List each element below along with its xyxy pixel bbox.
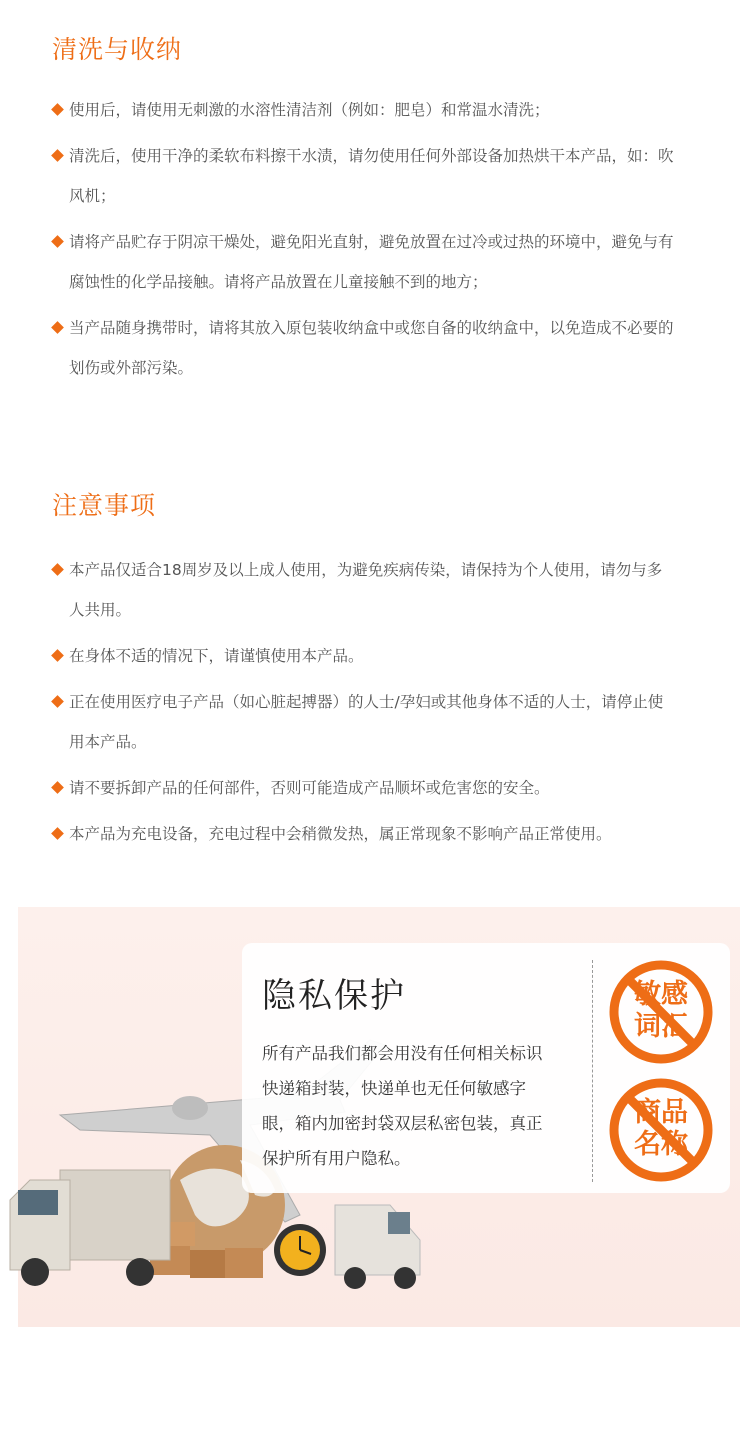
list-item: 清洗后，使用干净的柔软布料擦干水渍，请勿使用任何外部设备加热烘干本产品，如：吹风机； <box>52 136 677 216</box>
divider <box>592 960 593 1182</box>
list-item: 在身体不适的情况下，请谨慎使用本产品。 <box>52 636 677 676</box>
privacy-title: 隐私保护 <box>262 976 406 1016</box>
truck-icon <box>10 1170 170 1286</box>
list-item: 正在使用医疗电子产品（如心脏起搏器）的人士/孕妇或其他身体不适的人士，请停止使用本产品。 <box>52 682 677 762</box>
list-item: 使用后，请使用无刺激的水溶性清洁剂（例如：肥皂）和常温水清洗； <box>52 90 677 130</box>
diamond-bullet-icon <box>51 827 64 840</box>
notice-title: 注意事项 <box>52 491 157 520</box>
list-item: 请不要拆卸产品的任何部件，否则可能造成产品顺坏或危害您的安全。 <box>52 768 677 808</box>
prohibited-icon <box>607 958 715 1066</box>
van-icon <box>335 1205 420 1289</box>
stopwatch-icon <box>274 1224 326 1276</box>
diamond-bullet-icon <box>51 695 64 708</box>
diamond-bullet-icon <box>51 781 64 794</box>
sensitive-words-badge: 敏感 词汇 <box>607 958 715 1066</box>
diamond-bullet-icon <box>51 649 64 662</box>
product-name-badge: 商品 名称 <box>607 1076 715 1184</box>
list-item: 当产品随身携带时，请将其放入原包装收纳盒中或您自备的收纳盒中，以免造成不必要的划伤或外部污染。 <box>52 308 677 388</box>
privacy-body: 所有产品我们都会用没有任何相关标识 快递箱封装，快递单也无任何敏感字 眼，箱内加密封袋双层私密包装，真正 保护所有用户隐私。 <box>262 1044 543 1168</box>
cleaning-title: 清洗与收纳 <box>52 35 183 64</box>
list-item: 本产品为充电设备，充电过程中会稍微发热，属正常现象不影响产品正常使用。 <box>52 814 677 854</box>
diamond-bullet-icon <box>51 563 64 576</box>
list-item: 本产品仅适合18周岁及以上成人使用，为避免疾病传染，请保持为个人使用，请勿与多人共用。 <box>52 550 677 630</box>
list-item: 请将产品贮存于阴凉干燥处，避免阳光直射，避免放置在过冷或过热的环境中，避免与有腐蚀性的化学品接触。请将产品放置在儿童接触不到的地方； <box>52 222 677 302</box>
notice-list <box>52 550 677 854</box>
prohibited-icon <box>607 1076 715 1184</box>
